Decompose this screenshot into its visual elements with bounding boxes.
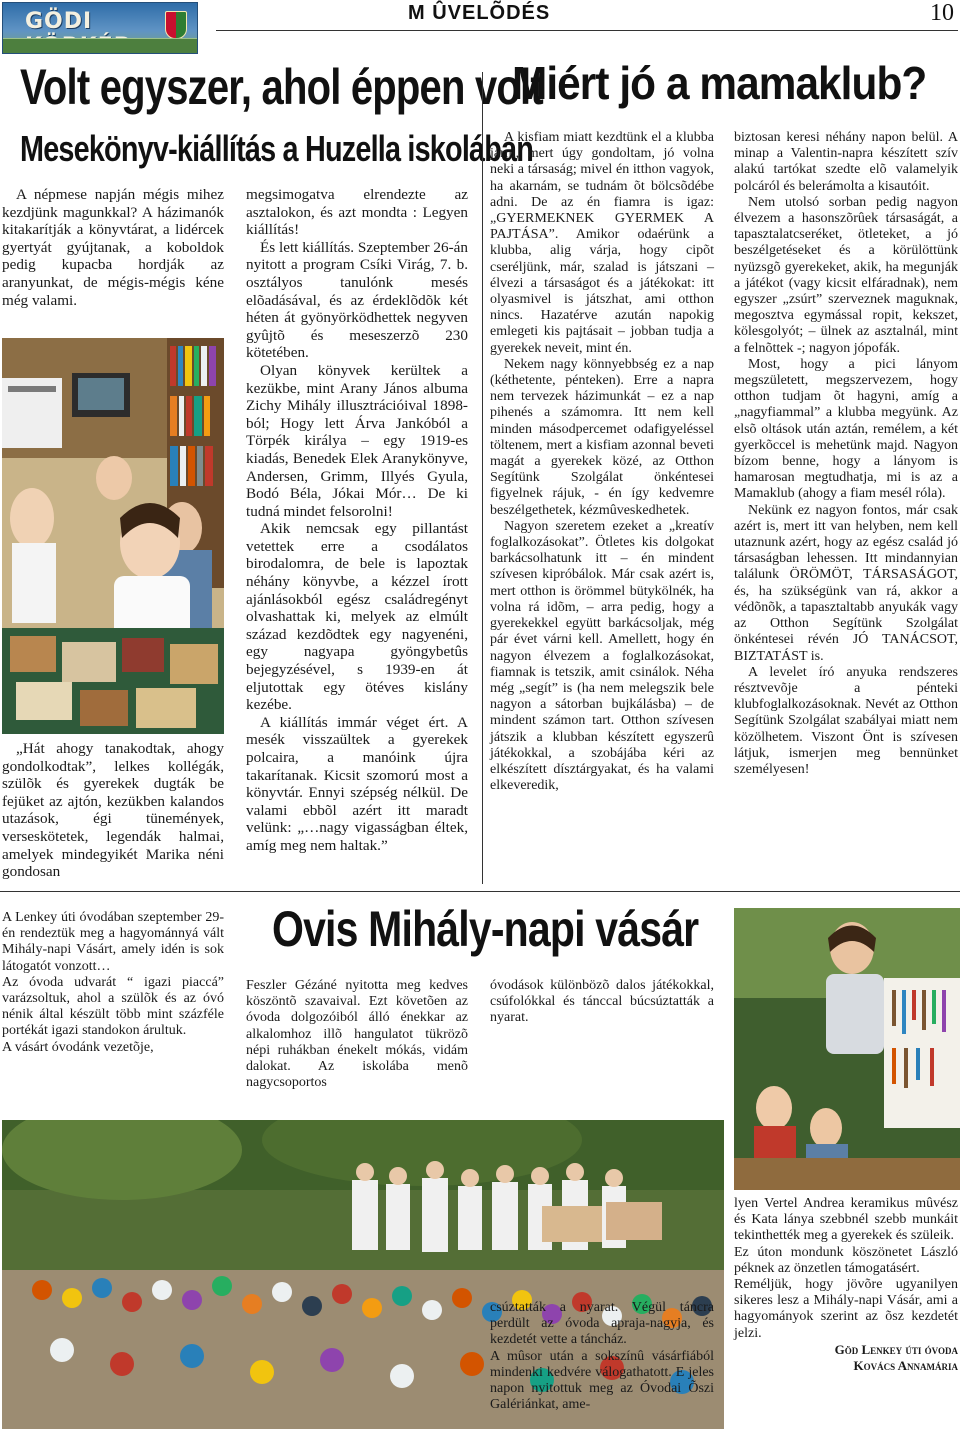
book-exhibition-photo [2, 338, 224, 734]
header-rule [216, 30, 958, 31]
signature-institution: Göd Lenkey úti óvoda [834, 1341, 958, 1357]
paragraph: csúztatták a nyarat. Végül táncra perdült az óvoda apraja-nagyja, és kezdetét vette a táncház. [490, 1300, 714, 1348]
paragraph: A levelet író anyuka rendszeres résztvevõje a pénteki klubfoglalkozásoknak. Nevét az Otthon Segítünk Szolgálat szabályai miatt nem közölhetem. Viszont Önt is szívesen látjuk, ismerjen meg bennünket személyesen! [734, 664, 958, 777]
article2-column-2 [734, 130, 958, 778]
paragraph: óvodások különbözõ dalos játékokkal, csúfolókkal és tánccal búcsúztatták a nyarat. [490, 978, 714, 1026]
paragraph: A népmese napján mégis mihez kezdjünk magunkkal? A házimanók kitakarítják a könyvtárat, a lidércek gyertyát gyújtanak, a koboldok pedig kupacba hordják az aranyunkat, de mégis-mégis kéne még valami. [2, 186, 224, 309]
paragraph: Feszler Gézáné nyitotta meg kedves köszöntõ szavaival. Ezt követõen az óvoda dolgozóiból álló énekkar az alkalomhoz illõ hangulatot tükrözõ népi ruhákban énekelt mókás, vidám dalokat. Az iskolába menõ nagycsoportos [246, 978, 468, 1091]
paragraph: A kiállítás immár véget ért. A mesék visszaültek a gyerekek polcaira, a manóink újra takarítanak. Kicsit szomorú most a könyvtár. Ennyi szépség nélkül. De valami ebbõl azért itt maradt velünk: „…nagy vigasságban éltek, amíg meg nem haltak.” [246, 713, 468, 854]
paragraph: Most, hogy a pici lányom megszületett, megszervezem, hogy otthon tudjam õt hagyni, amíg a „nagyfiammal” a klubba megyünk. Az elsõ oltások után aztán, remélem, a két gyerkõccel is mehetünk majd. Nagyon bízom benne, hogy a lányom is hamarosan megtudhatja, mi is az a Mamaklub (ahogy a fiam mesél róla). [734, 356, 958, 502]
paragraph: Nagyon szeretem ezeket a „kreatív foglalkozásokat”. Ötletes kis dolgokat barkácsolhatunk itt – én mindent szívesen kipróbálok. Már csak azért is, mert otthon is örömmel bütykölnék, ha volna rá idõm, – arra pedig, hogy a gyerekekkel együtt barkácsoljak, még pár évet várni kell. Amellett, hogy én nagyon élvezem a foglalkozásokat, fiamnak is tetszik, amit csinálok. Néha még „segít” is (ha nem melegszik bele nagyon a sátorban bujkálásba) – de mindent számon tart. Otthon szívesen játszik a klubban készített egyszerû játékokkal, a szobájába kéri az elkészített dísztárgyakat, és ha valami elkeveredik, [490, 518, 714, 794]
paragraph: megsimogatva elrendezte az asztalokon, és azt mondta : Legyen kiállítás! [246, 186, 468, 239]
article2-headline: Miért jó a mamaklub? [512, 57, 927, 109]
section-label: M ÛVELÕDÉS [408, 2, 551, 24]
paragraph: A kisfiam miatt kezdtünk el a klubba járni, mert úgy gondoltam, jó volna neki a társaság; mivel én itthon vagyok, ha akarnám, se tudnám õt bölcsõdébe adni. De az én fiamra is igaz: „GYERMEKNEK GYERMEK A PAJTÁSA”. Amikor odaérünk a klubba, alig várja, hogy cipõt cseréljünk, már, szalad is játszani – élvezi a társaságot és a játékokat: itt olyasmivel is játszhat, ami otthon nincs. Hazatérve azután napokig emlegeti kis pajtásait – jobban tudja a gyerekek neveit, mint én. [490, 130, 714, 356]
paragraph: A mûsor után a sokszínû vásárfiából mindenki kedvére válogathatott. E jeles napon nyitottuk meg az Óvodai Õszi Galériánkat, ame- [490, 1348, 714, 1413]
article3-column-1 [2, 910, 224, 1056]
column-divider [482, 72, 483, 884]
coat-of-arms-icon [165, 11, 187, 39]
article1-column-1-bottom [2, 740, 224, 881]
paragraph: lyen Vertel Andrea keramikus mûvész és Kata lánya szebbnél szebb munkáit tekinthették meg a gyerekek és szüleik. [734, 1196, 958, 1244]
page-number: 10 [930, 0, 954, 26]
newspaper-logo [2, 2, 198, 54]
section-divider [0, 891, 960, 892]
logo-text: GÖDI [25, 9, 93, 34]
paragraph: Ez úton mondunk köszönetet László péknek az önzetlen támogatásért. [734, 1244, 958, 1276]
signature-author: Kovács Annamária [853, 1358, 958, 1374]
article3-column-3 [490, 978, 714, 1027]
ceramic-artist-photo-art [734, 908, 960, 1190]
paragraph: És lett kiállítás. Szeptember 26-án nyitott a program Csíki Virág, 7. b. osztályos tanulónk mesés elõadásával, és az érdeklõdõk két héten át gyönyörködhettek negyven gyûjtõ és meseszerzõ 230 kötetében. [246, 238, 468, 362]
book-exhibition-photo-art [2, 338, 224, 734]
article3-headline: Ovis Mihály-napi vásár [272, 901, 699, 957]
paragraph: „Hát ahogy tanakodtak, ahogy gondolkodtak”, lelkes kollégák, szülõk és gyerekek dugták be fejüket az ajtón, kezükben kalandos utazások, égi tünemények, verseskötetek, legendák halmai, amelyek mindegyikét Marika néni gondosan [2, 740, 224, 881]
article1-column-1-top [2, 186, 224, 309]
logo-landscape [3, 38, 198, 53]
paragraph: biztosan keresi néhány napon belül. A minap a Valentin-napra készített szív alakú tartókat szedte elõ valamelyik polcáról és belerámolta a kisautóit. [734, 130, 958, 194]
paragraph: Akik nemcsak egy pillantást vetettek erre a csodálatos birodalomra, de bele is lapoztak néhány könyvbe, a kézzel írott ajánlásokból egész családregényt olvashattak ki, melyek az elmúlt század kezdõdtek egy nagyenéni, egy nagyapa gyöngybetûs bejegyzésével, s 1939-en át eljutottak egy ötéves kislány kezébe. [246, 520, 468, 714]
article3-column-4 [734, 1196, 958, 1374]
article3-column-3-bottom [490, 1300, 714, 1413]
paragraph: Az óvoda udvarát “ igazi piaccá” varázsoltuk, ahol a szülõk és az óvó nénik által készült több mint százféle portékát igazi standokon árultuk. [2, 974, 224, 1039]
paragraph: Nekünk ez nagyon fontos, már csak azért is, mert itt van helyben, nem kell utaznunk azért, hogy az egész család jó társaságban lehessen. Itt mindannyian találunk ÖRÖMÖT, TÁRSASÁGOT, és, ha szükségünk van rá, akkor a védõnõk, a tapasztaltabb anyukák vagy az Otthon Segítünk Szolgálat önkéntesei révén JÓ TANÁCSOT, BIZTATÁST is. [734, 502, 958, 664]
paragraph: A vásárt óvodánk vezetõje, [2, 1039, 154, 1055]
article1-headline: Volt egyszer, ahol éppen volt [20, 59, 543, 115]
article1-subheadline: Mesekönyv-kiállítás a Huzella iskolában [20, 128, 534, 169]
ceramic-artist-photo [734, 908, 960, 1190]
article3-column-2 [246, 978, 468, 1091]
paragraph: Nekem nagy könnyebbség ez a nap (kéthetente, pénteken). Erre a napra nem tervezek házimunkát – ez a nap pihenés a számomra. Itt nem kell minden másodpercemet odafigyeléssel töltenem, mert a kisfiam azonnal beveti magát a gyerekek közé, az Otthon Segítünk Szolgálat önkéntesei figyelnek rájuk, - én így kedvemre beszélgethetek, kézmûveskedhetek. [490, 356, 714, 518]
article1-column-2 [246, 186, 468, 855]
article2-column-1 [490, 130, 714, 794]
paragraph: Nem utolsó sorban pedig nagyon élvezem a hasonszõrûek társaságát, a tapasztalatcseréket, ötleteket, a jó beszélgetéseket és a körülöttünk nyüzsgõ gyerekeket, akik, ha megunják a játékot (vagy kicsit elfáradnak), nem egyszer „zsúrt” szerveznek maguknak, megosztva egymással ropit, kekszet, kölesgolyót; – ülnek az asztalnál, mint a felnõttek -; nagyon jópofák. [734, 194, 958, 356]
paragraph: Reméljük, hogy jövõre ugyanilyen sikeres lesz a Mihály-napi Vásár, ami a hagyományok szerint az õsz kezdetét jelzi. [734, 1277, 958, 1341]
paragraph: Olyan könyvek kerültek a kezükbe, mint Arany János albuma Zichy Mihály illusztrációival 1898-ból; Hogy lett Árva Jankóból a Törpék királya – egy 1919-es kiadás, Benedek Elek Aranykönyve, Andersen, Grimm, Illyés Gyula, Bodó Béla, Jókai Mór… De ki tudná mindet felsorolni! [246, 361, 468, 520]
paragraph: A Lenkey úti óvodában szeptember 29-én rendeztük meg a hagyománnyá vált Mihály-napi Vásárt, amely idén is sok látogatót vonzott… [2, 910, 224, 974]
